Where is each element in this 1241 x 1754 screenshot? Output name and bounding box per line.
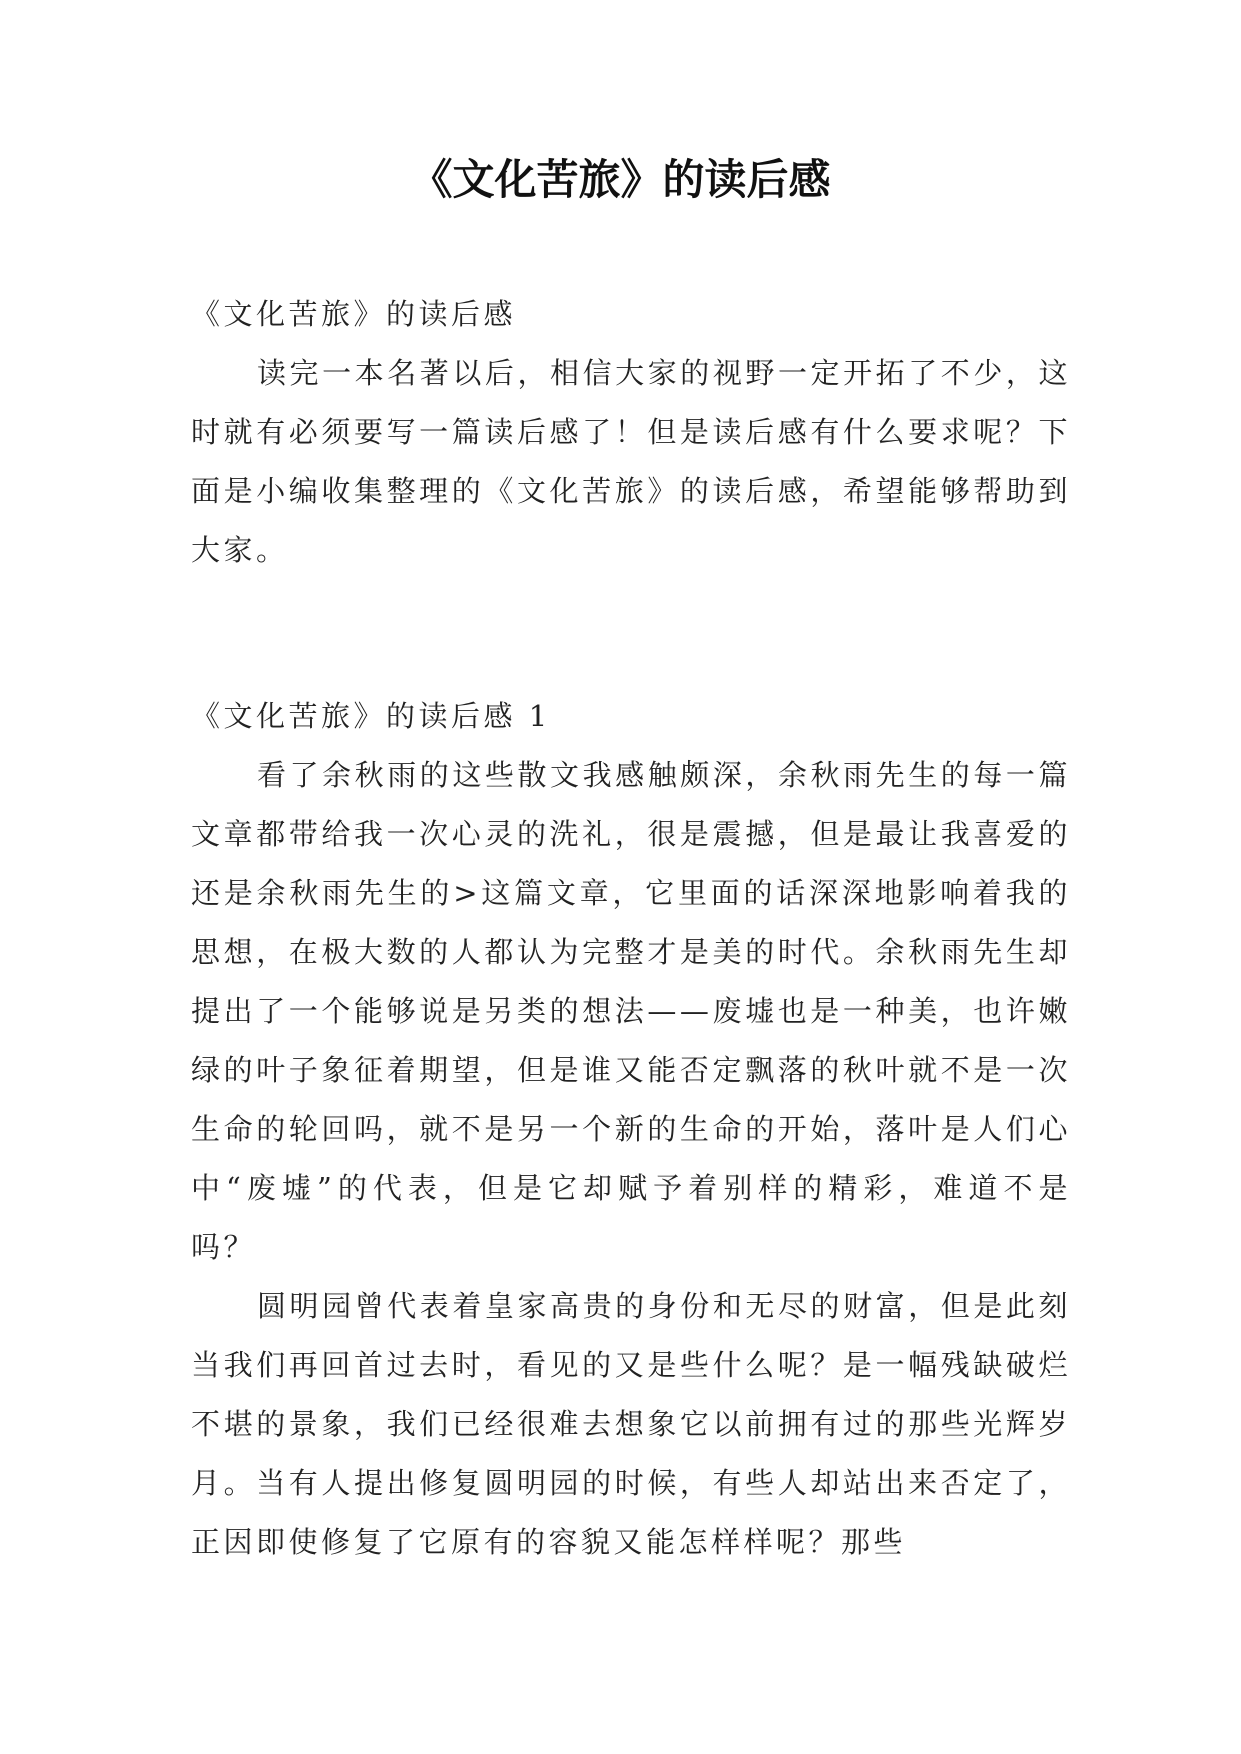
intro-paragraph: 读完一本名著以后，相信大家的视野一定开拓了不少，这时就有必须要写一篇读后感了！但是读后感有什么要求呢？下面是小编收集整理的《文化苦旅》的读后感，希望能够帮助到大家。 bbox=[191, 356, 1071, 567]
intro-heading: 《文化苦旅》的读后感 bbox=[191, 297, 517, 331]
section-1-heading: 《文化苦旅》的读后感 1 bbox=[191, 699, 551, 733]
section-1-paragraph-1: 看了余秋雨的这些散文我感触颇深，余秋雨先生的每一篇文章都带给我一次心灵的洗礼，很是震撼，但是最让我喜爱的还是余秋雨先生的>这篇文章，它里面的话深深地影响着我的思想，在极大数的人都认为完整才是美的时代。余秋雨先生却提出了一个能够说是另类的想法——废墟也是一种美，也许嫩绿的叶子象征着期望，但是谁又能否定飘落的秋叶就不是一次生命的轮回吗，就不是另一个新的生命的开始，落叶是人们心中“废墟”的代表，但是它却赋予着别样的精彩，难道不是吗？ bbox=[191, 758, 1071, 1264]
section-1-paragraph-2: 圆明园曾代表着皇家高贵的身份和无尽的财富，但是此刻当我们再回首过去时，看见的又是些什么呢？是一幅残缺破烂不堪的景象，我们已经很难去想象它以前拥有过的那些光辉岁月。当有人提出修复圆明园的时候，有些人却站出来否定了，正因即使修复了它原有的容貌又能怎样样呢？那些 bbox=[191, 1289, 1071, 1559]
section-1 bbox=[191, 687, 1071, 1572]
page-title: 《文化苦旅》的读后感 bbox=[410, 155, 831, 204]
intro-section bbox=[191, 285, 1071, 580]
